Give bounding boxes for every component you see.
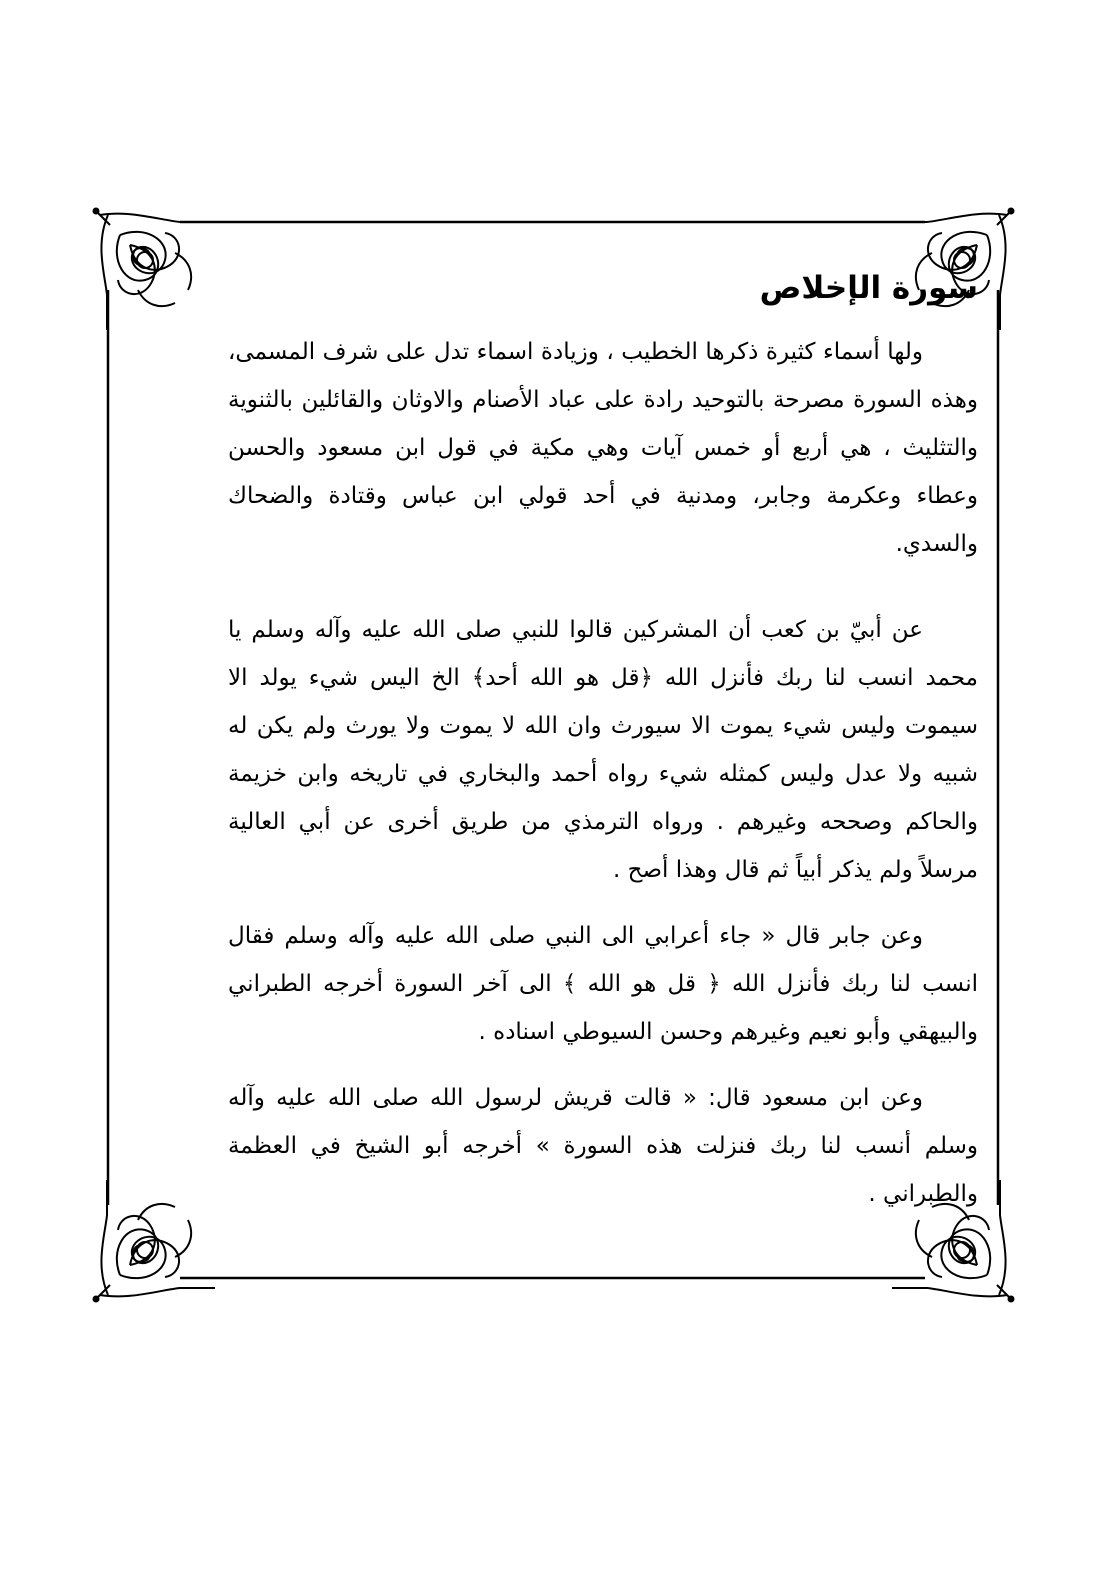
page-content	[228, 270, 978, 1218]
spacer	[228, 1056, 978, 1074]
intro-paragraph: ولها أسماء كثيرة ذكرها الخطيب ، وزيادة اسماء تدل على شرف المسمى، وهذه السورة مصرحة بالتوحيد رادة على عباد الأصنام والاوثان والقائلين بالثنوية والتثليث ، هي أربع أو خمس آيات وهي مكية في قول ابن مسعود والحسن وعطاء وعكرمة وجابر، ومدنية في أحد قولي ابن عباس وقتادة والضحاك والسدي.	[228, 339, 978, 557]
hadith-paragraph: وعن ابن مسعود قال: « قالت قريش لرسول الله صلى الله عليه وآله وسلم أنسب لنا ربك فنزلت هذه السورة » أخرجه أبو الشيخ في العظمة والطبراني .	[228, 1085, 978, 1207]
spacer	[228, 568, 978, 606]
spacer	[228, 894, 978, 912]
hadith-paragraph: وعن جابر قال « جاء أعرابي الى النبي صلى الله عليه وآله وسلم فقال انسب لنا ربك فأنزل الله ﴿ قل هو الله ﴾ الى آخر السورة أخرجه الطبراني والبيهقي وأبو نعيم وغيرهم وحسن السيوطي اسناده .	[228, 923, 978, 1045]
corner-ornament-icon	[90, 205, 220, 335]
page-title: سورة الإخلاص	[759, 270, 978, 306]
hadith-paragraph: عن أبيّ بن كعب أن المشركين قالوا للنبي صلى الله عليه وآله وسلم يا محمد انسب لنا ربك فأنزل الله ﴿قل هو الله أحد﴾ الخ اليس شيء يولد الا سيموت وليس شيء يموت الا سيورث وان الله لا يموت ولا يورث ولم يكن له شبيه ولا عدل وليس كمثله شيء رواه أحمد والبخاري في تاريخه وابن خزيمة والحاكم وصححه وغيرهم . ورواه الترمذي من طريق أخرى عن أبي العالية مرسلاً ولم يذكر أبياً ثم قال وهذا أصح .	[228, 617, 978, 883]
corner-ornament-icon	[90, 1175, 220, 1305]
